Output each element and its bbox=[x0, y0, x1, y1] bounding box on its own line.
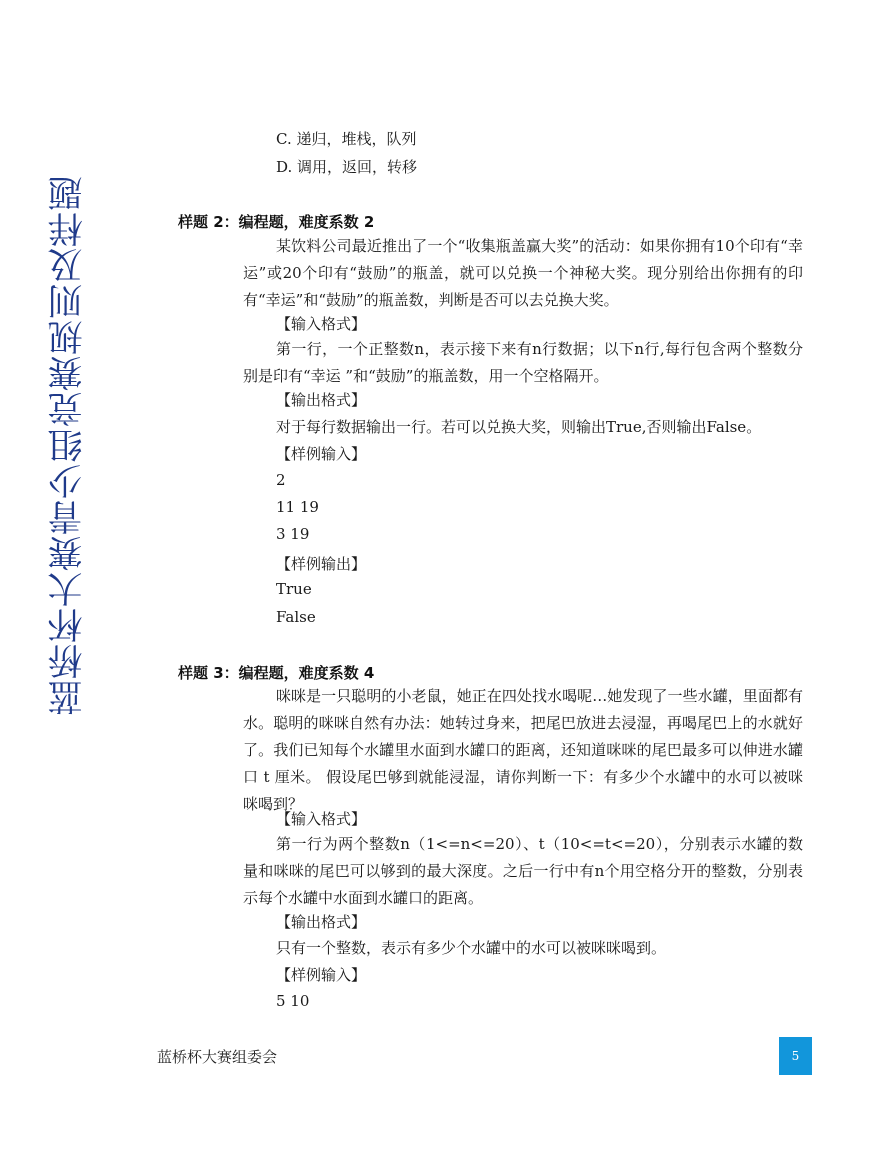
q2-sample-output-line: False bbox=[276, 608, 316, 626]
q2-heading: 样题 2：编程题，难度系数 2 bbox=[178, 213, 375, 231]
page-number: 5 bbox=[791, 1049, 800, 1063]
q3-sample-input-label: 【样例输入】 bbox=[276, 966, 367, 984]
q3-output-format: 只有一个整数，表示有多少个水罐中的水可以被咪咪喝到。 bbox=[276, 939, 667, 957]
q2-sample-input-line: 2 bbox=[276, 471, 286, 489]
q3-output-format-label: 【输出格式】 bbox=[276, 913, 367, 931]
document-sidebar-title: 蓝桥杯大赛青少组竞赛规则及样题 bbox=[48, 175, 88, 715]
q2-description: 某饮料公司最近推出了一个“收集瓶盖赢大奖”的活动：如果你拥有10个印有“幸运”或20个印有“鼓励”的瓶盖，就可以兑换一个神秘大奖。现分别给出你拥有的印有“幸运”和“鼓励”的瓶盖数，判断是否可以去兑换大奖。 bbox=[243, 237, 803, 309]
footer-organizer: 蓝桥杯大赛组委会 bbox=[157, 1048, 278, 1066]
q2-input-format-label: 【输入格式】 bbox=[276, 315, 367, 333]
option-d: D. 调用，返回，转移 bbox=[276, 158, 418, 176]
option-c: C. 递归，堆栈，队列 bbox=[276, 130, 417, 148]
q3-input-format-label: 【输入格式】 bbox=[276, 810, 367, 828]
q2-sample-output-label: 【样例输出】 bbox=[276, 555, 367, 573]
q3-input-format: 第一行为两个整数n（1<=n<=20）、t（10<=t<=20），分别表示水罐的数量和咪咪的尾巴可以够到的最大深度。之后一行中有n个用空格分开的整数，分别表示每个水罐中水面到水罐口的距离。 bbox=[243, 835, 803, 907]
q2-output-format: 对于每行数据输出一行。若可以兑换大奖，则输出True,否则输出False。 bbox=[276, 418, 762, 436]
q2-sample-input-label: 【样例输入】 bbox=[276, 445, 367, 463]
q2-sample-input-line: 3 19 bbox=[276, 525, 310, 543]
q3-sample-input-line: 5 10 bbox=[276, 992, 310, 1010]
q2-output-format-label: 【输出格式】 bbox=[276, 391, 367, 409]
q2-sample-output-line: True bbox=[276, 580, 312, 598]
q3-heading: 样题 3：编程题，难度系数 4 bbox=[178, 664, 375, 682]
q3-description: 咪咪是一只聪明的小老鼠，她正在四处找水喝呢…她发现了一些水罐，里面都有水。聪明的咪咪自然有办法：她转过身来，把尾巴放进去浸湿，再喝尾巴上的水就好了。我们已知每个水罐里水面到水罐口的距离，还知道咪咪的尾巴最多可以伸进水罐口 t 厘米。 假设尾巴够到就能浸湿，请你判断一下：有多少个水罐中的水可以被咪咪喝到？ bbox=[243, 687, 803, 813]
q2-sample-input-line: 11 19 bbox=[276, 498, 319, 516]
page-number-badge bbox=[779, 1037, 812, 1075]
q2-input-format: 第一行，一个正整数n，表示接下来有n行数据；以下n行,每行包含两个整数分别是印有“幸运 ”和“鼓励”的瓶盖数，用一个空格隔开。 bbox=[243, 340, 803, 385]
